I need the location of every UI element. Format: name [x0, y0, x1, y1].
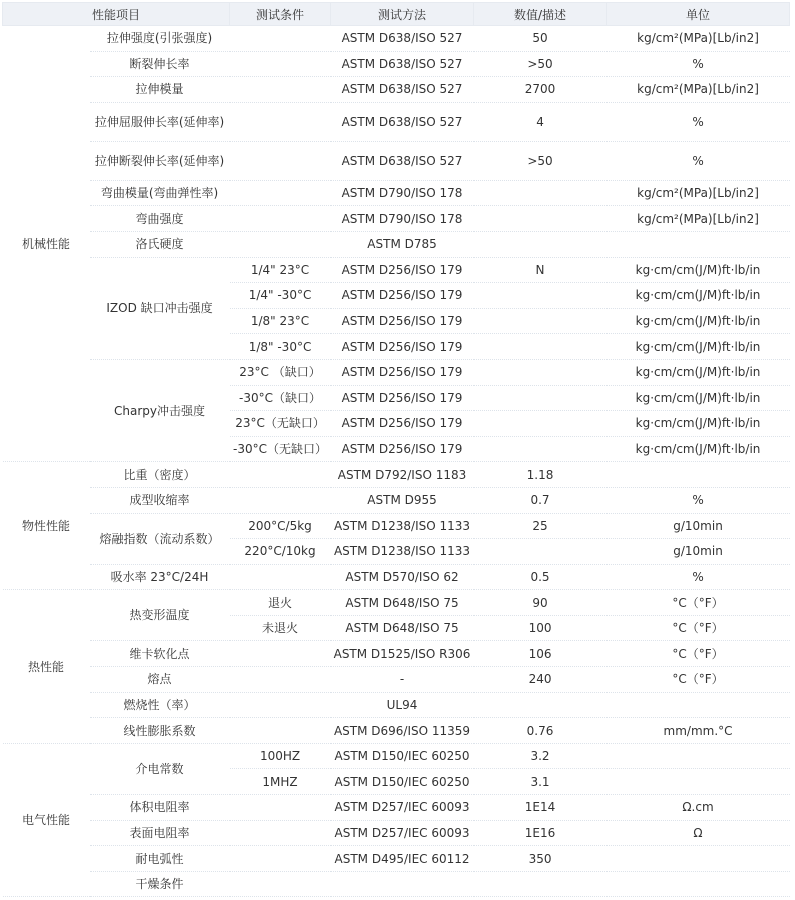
unit-cell: kg/cm²(MPa)[Lb/in2]	[607, 206, 790, 232]
method-cell: ASTM D790/ISO 178	[331, 206, 474, 232]
category-cell: 电气性能	[3, 743, 90, 897]
table-row	[3, 141, 790, 180]
property-cell: 体积电阻率	[90, 795, 230, 821]
property-cell: 表面电阻率	[90, 820, 230, 846]
value-cell: 25	[474, 513, 607, 539]
table-row	[3, 692, 790, 718]
method-cell: ASTM D638/ISO 527	[331, 77, 474, 103]
method-cell: ASTM D785	[331, 231, 474, 257]
unit-cell: %	[607, 487, 790, 513]
unit-cell: °C（°F）	[607, 641, 790, 667]
method-cell: ASTM D1238/ISO 1133	[331, 539, 474, 565]
condition-cell	[230, 795, 331, 821]
condition-cell	[230, 871, 331, 897]
value-cell	[474, 539, 607, 565]
property-cell: 比重（密度）	[90, 462, 230, 488]
header-condition: 测试条件	[230, 3, 331, 26]
value-cell	[474, 692, 607, 718]
table-row	[3, 667, 790, 693]
value-cell: 50	[474, 26, 607, 52]
method-cell: ASTM D955	[331, 487, 474, 513]
value-cell	[474, 180, 607, 206]
value-cell	[474, 231, 607, 257]
unit-cell: kg·cm/cm(J/M)ft·lb/in	[607, 411, 790, 437]
property-cell: 介电常数	[90, 743, 230, 794]
value-cell	[474, 308, 607, 334]
unit-cell	[607, 846, 790, 872]
property-cell: 弯曲强度	[90, 206, 230, 232]
method-cell: ASTM D638/ISO 527	[331, 26, 474, 52]
header-property: 性能项目	[3, 3, 230, 26]
value-cell: 240	[474, 667, 607, 693]
table-row	[3, 718, 790, 744]
unit-cell: mm/mm.°C	[607, 718, 790, 744]
table-row	[3, 564, 790, 590]
value-cell: 90	[474, 590, 607, 616]
table-row	[3, 462, 790, 488]
unit-cell: kg·cm/cm(J/M)ft·lb/in	[607, 283, 790, 309]
condition-cell: 1/8" 23°C	[230, 308, 331, 334]
method-cell: ASTM D495/IEC 60112	[331, 846, 474, 872]
method-cell: ASTM D256/ISO 179	[331, 411, 474, 437]
method-cell: ASTM D638/ISO 527	[331, 51, 474, 77]
value-cell: >50	[474, 51, 607, 77]
method-cell	[331, 871, 474, 897]
value-cell: 2700	[474, 77, 607, 103]
value-cell	[474, 283, 607, 309]
header-unit: 单位	[607, 3, 790, 26]
method-cell: ASTM D638/ISO 527	[331, 102, 474, 141]
table-row	[3, 513, 790, 539]
unit-cell: kg·cm/cm(J/M)ft·lb/in	[607, 308, 790, 334]
properties-table	[2, 2, 790, 897]
method-cell: ASTM D638/ISO 527	[331, 141, 474, 180]
condition-cell: 退火	[230, 590, 331, 616]
unit-cell: Ω	[607, 820, 790, 846]
header-method: 测试方法	[331, 3, 474, 26]
category-cell: 热性能	[3, 590, 90, 744]
condition-cell	[230, 231, 331, 257]
condition-cell: 23°C（无缺口）	[230, 411, 331, 437]
method-cell: ASTM D1525/ISO R306	[331, 641, 474, 667]
property-cell: 洛氏硬度	[90, 231, 230, 257]
value-cell: 350	[474, 846, 607, 872]
method-cell: ASTM D256/ISO 179	[331, 283, 474, 309]
method-cell: ASTM D256/ISO 179	[331, 359, 474, 385]
property-cell: 断裂伸长率	[90, 51, 230, 77]
property-cell: 干燥条件	[90, 871, 230, 897]
condition-cell	[230, 487, 331, 513]
table-row	[3, 359, 790, 385]
value-cell: 3.1	[474, 769, 607, 795]
condition-cell: 1MHZ	[230, 769, 331, 795]
value-cell: 4	[474, 102, 607, 141]
value-cell: 0.5	[474, 564, 607, 590]
method-cell: ASTM D1238/ISO 1133	[331, 513, 474, 539]
unit-cell: °C（°F）	[607, 615, 790, 641]
unit-cell: °C（°F）	[607, 590, 790, 616]
unit-cell: %	[607, 51, 790, 77]
condition-cell: 200°C/5kg	[230, 513, 331, 539]
value-cell: N	[474, 257, 607, 283]
table-row	[3, 231, 790, 257]
unit-cell	[607, 462, 790, 488]
unit-cell: kg·cm/cm(J/M)ft·lb/in	[607, 436, 790, 462]
value-cell	[474, 334, 607, 360]
table-body	[3, 26, 790, 897]
table-row	[3, 180, 790, 206]
condition-cell: 220°C/10kg	[230, 539, 331, 565]
property-cell: 线性膨胀系数	[90, 718, 230, 744]
table-row	[3, 102, 790, 141]
property-cell: 燃烧性（率）	[90, 692, 230, 718]
condition-cell	[230, 206, 331, 232]
condition-cell: 1/8" -30°C	[230, 334, 331, 360]
unit-cell: kg/cm²(MPa)[Lb/in2]	[607, 77, 790, 103]
condition-cell: -30°C（缺口）	[230, 385, 331, 411]
property-cell: 弯曲模量(弯曲弹性率)	[90, 180, 230, 206]
value-cell: 1E14	[474, 795, 607, 821]
property-cell: 热变形温度	[90, 590, 230, 641]
unit-cell: kg/cm²(MPa)[Lb/in2]	[607, 26, 790, 52]
condition-cell: 100HZ	[230, 743, 331, 769]
table-row	[3, 257, 790, 283]
value-cell	[474, 436, 607, 462]
method-cell: ASTM D792/ISO 1183	[331, 462, 474, 488]
unit-cell: kg·cm/cm(J/M)ft·lb/in	[607, 385, 790, 411]
value-cell: 100	[474, 615, 607, 641]
value-cell	[474, 871, 607, 897]
condition-cell	[230, 564, 331, 590]
condition-cell	[230, 462, 331, 488]
condition-cell	[230, 102, 331, 141]
method-cell: ASTM D257/IEC 60093	[331, 795, 474, 821]
property-cell: 拉伸屈服伸长率(延伸率)	[90, 102, 230, 141]
condition-cell	[230, 718, 331, 744]
property-cell: Charpy冲击强度	[90, 359, 230, 461]
method-cell: ASTM D256/ISO 179	[331, 385, 474, 411]
method-cell: ASTM D790/ISO 178	[331, 180, 474, 206]
method-cell: ASTM D257/IEC 60093	[331, 820, 474, 846]
property-cell: 拉伸模量	[90, 77, 230, 103]
table-row	[3, 487, 790, 513]
table-header-row	[3, 3, 790, 26]
method-cell: ASTM D570/ISO 62	[331, 564, 474, 590]
value-cell: >50	[474, 141, 607, 180]
condition-cell	[230, 51, 331, 77]
method-cell: ASTM D150/IEC 60250	[331, 769, 474, 795]
unit-cell: °C（°F）	[607, 667, 790, 693]
value-cell: 0.76	[474, 718, 607, 744]
table-row	[3, 871, 790, 897]
unit-cell: kg/cm²(MPa)[Lb/in2]	[607, 180, 790, 206]
property-cell: 吸水率 23°C/24H	[90, 564, 230, 590]
condition-cell	[230, 692, 331, 718]
property-cell: 成型收缩率	[90, 487, 230, 513]
category-cell: 物性性能	[3, 462, 90, 590]
method-cell: ASTM D150/IEC 60250	[331, 743, 474, 769]
condition-cell	[230, 141, 331, 180]
unit-cell	[607, 743, 790, 769]
condition-cell	[230, 180, 331, 206]
table-row	[3, 77, 790, 103]
value-cell	[474, 411, 607, 437]
method-cell: ASTM D648/ISO 75	[331, 590, 474, 616]
table-row	[3, 743, 790, 769]
unit-cell: Ω.cm	[607, 795, 790, 821]
table-row	[3, 206, 790, 232]
unit-cell	[607, 769, 790, 795]
unit-cell: %	[607, 564, 790, 590]
table-row	[3, 51, 790, 77]
condition-cell: 未退火	[230, 615, 331, 641]
table-row	[3, 641, 790, 667]
unit-cell: kg·cm/cm(J/M)ft·lb/in	[607, 359, 790, 385]
method-cell: UL94	[331, 692, 474, 718]
condition-cell	[230, 846, 331, 872]
property-cell: IZOD 缺口冲击强度	[90, 257, 230, 359]
method-cell: ASTM D256/ISO 179	[331, 334, 474, 360]
table-row	[3, 795, 790, 821]
value-cell	[474, 359, 607, 385]
unit-cell: kg·cm/cm(J/M)ft·lb/in	[607, 334, 790, 360]
unit-cell: %	[607, 141, 790, 180]
unit-cell	[607, 692, 790, 718]
unit-cell: g/10min	[607, 539, 790, 565]
table-row	[3, 820, 790, 846]
property-cell: 耐电弧性	[90, 846, 230, 872]
method-cell: ASTM D256/ISO 179	[331, 257, 474, 283]
value-cell: 106	[474, 641, 607, 667]
condition-cell	[230, 26, 331, 52]
category-cell: 机械性能	[3, 26, 90, 462]
value-cell	[474, 385, 607, 411]
method-cell: -	[331, 667, 474, 693]
condition-cell	[230, 667, 331, 693]
condition-cell: 23°C （缺口）	[230, 359, 331, 385]
header-value: 数值/描述	[474, 3, 607, 26]
method-cell: ASTM D696/ISO 11359	[331, 718, 474, 744]
value-cell: 1.18	[474, 462, 607, 488]
table-row	[3, 590, 790, 616]
unit-cell: %	[607, 102, 790, 141]
property-cell: 拉伸强度(引张强度)	[90, 26, 230, 52]
property-cell: 熔点	[90, 667, 230, 693]
unit-cell: kg·cm/cm(J/M)ft·lb/in	[607, 257, 790, 283]
table-row	[3, 26, 790, 52]
value-cell: 3.2	[474, 743, 607, 769]
property-cell: 维卡软化点	[90, 641, 230, 667]
unit-cell	[607, 231, 790, 257]
value-cell: 1E16	[474, 820, 607, 846]
value-cell: 0.7	[474, 487, 607, 513]
condition-cell	[230, 641, 331, 667]
property-cell: 熔融指数（流动系数）	[90, 513, 230, 564]
condition-cell: 1/4" -30°C	[230, 283, 331, 309]
value-cell	[474, 206, 607, 232]
condition-cell: 1/4" 23°C	[230, 257, 331, 283]
unit-cell	[607, 871, 790, 897]
property-cell: 拉伸断裂伸长率(延伸率)	[90, 141, 230, 180]
unit-cell: g/10min	[607, 513, 790, 539]
method-cell: ASTM D256/ISO 179	[331, 436, 474, 462]
table-row	[3, 846, 790, 872]
method-cell: ASTM D256/ISO 179	[331, 308, 474, 334]
condition-cell	[230, 820, 331, 846]
method-cell: ASTM D648/ISO 75	[331, 615, 474, 641]
condition-cell	[230, 77, 331, 103]
condition-cell: -30°C（无缺口）	[230, 436, 331, 462]
